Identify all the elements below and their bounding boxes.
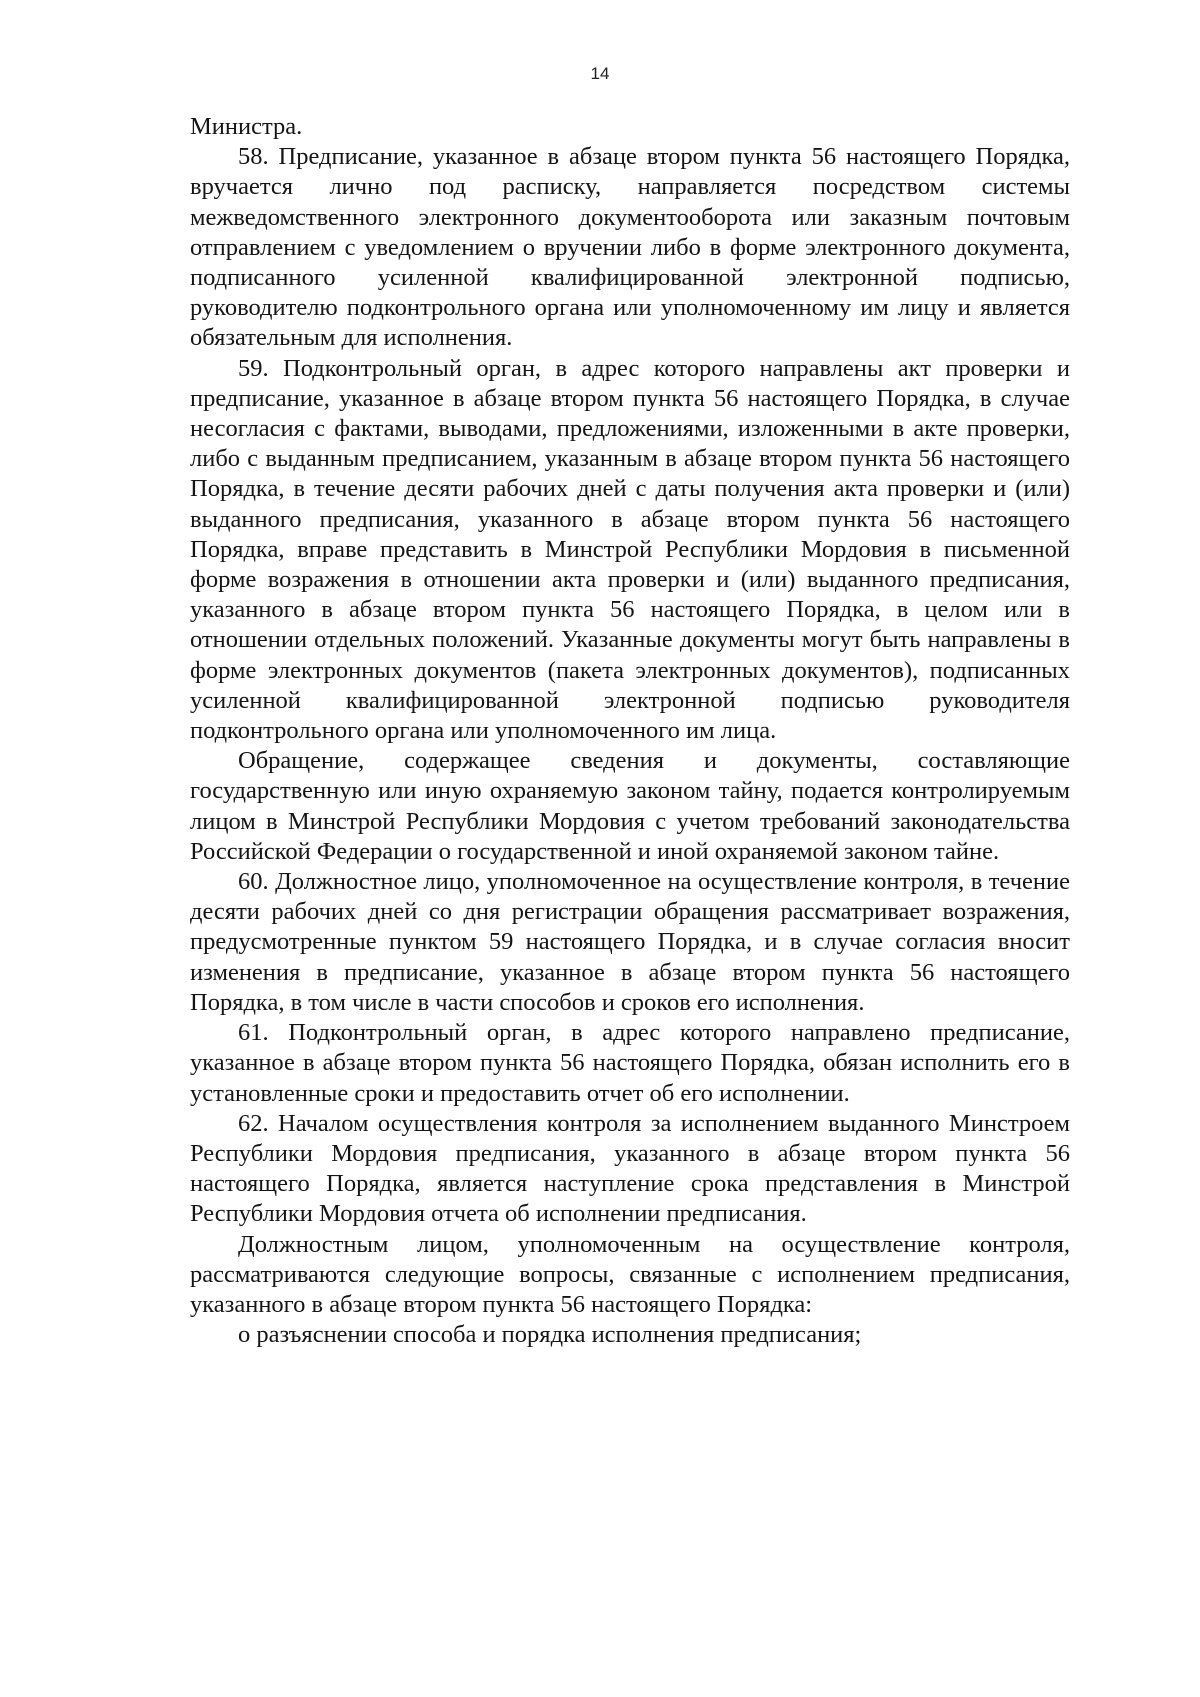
paragraph: Министра. xyxy=(190,113,303,140)
paragraph: о разъяснении способа и порядка исполнения предписания; xyxy=(238,1321,862,1349)
paragraph: 58. Предписание, указанное в абзаце втором пункта 56 настоящего Порядка, вручается лично под расписку, направляется посредством системы межведомственного электронного документооборота или заказным почтовым отправлением с уведомлением о вручении либо в форме электронного документа, подписанного усиленной квалифицированной электронной подписью, руководителю подконтрольного органа или уполномоченному им лицу и является обязательным для исполнения. xyxy=(190,143,1070,352)
paragraph: 60. Должностное лицо, уполномоченное на осуществление контроля, в течение десяти рабочих дней со дня регистрации обращения рассматривает возражения, предусмотренные пунктом 59 настоящего Порядка, и в случае согласия вносит изменения в предписание, указанное в абзаце втором пункта 56 настоящего Порядка, в том числе в части способов и сроков его исполнения. xyxy=(190,868,1070,1016)
page-number: 14 xyxy=(590,64,610,83)
paragraph: Должностным лицом, уполномоченным на осуществление контроля, рассматриваются следующие вопросы, связанные с исполнением предписания, указанного в абзаце втором пункта 56 настоящего Порядка: xyxy=(190,1230,1070,1318)
paragraph: 61. Подконтрольный орган, в адрес которого направлено предписание, указанное в абзаце втором пункта 56 настоящего Порядка, обязан исполнить его в установленные сроки и предоставить отчет об его исполнении. xyxy=(190,1019,1070,1107)
paragraph: Обращение, содержащее сведения и документы, составляющие государственную или иную охраняемую законом тайну, подается контролируемым лицом в Минстрой Республики Мордовия с учетом требований законодательства Российской Федерации о государственной и иной охраняемой законом тайне. xyxy=(190,747,1070,865)
paragraph: 62. Началом осуществления контроля за исполнением выданного Минстроем Республики Мордовия предписания, указанного в абзаце втором пункта 56 настоящего Порядка, является наступление срока представления в Минстрой Республики Мордовия отчета об исполнении предписания. xyxy=(190,1109,1070,1228)
document-body xyxy=(190,112,1070,1350)
paragraph: 59. Подконтрольный орган, в адрес которого направлены акт проверки и предписание, указанное в абзаце втором пункта 56 настоящего Порядка, в случае несогласия с фактами, выводами, предложениями, изложенными в акте проверки, либо с выданным предписанием, указанным в абзаце втором пункта 56 настоящего Порядка, в течение десяти рабочих дней с даты получения акта проверки и (или) выданного предписания, указанного в абзаце втором пункта 56 настоящего Порядка, вправе представить в Минстрой Республики Мордовия в письменной форме возражения в отношении акта проверки и (или) выданного предписания, указанного в абзаце втором пункта 56 настоящего Порядка, в целом или в отношении отдельных положений. Указанные документы могут быть направлены в форме электронных документов (пакета электронных документов), подписанных усиленной квалифицированной электронной подписью руководителя подконтрольного органа или уполномоченного им лица. xyxy=(190,354,1070,745)
